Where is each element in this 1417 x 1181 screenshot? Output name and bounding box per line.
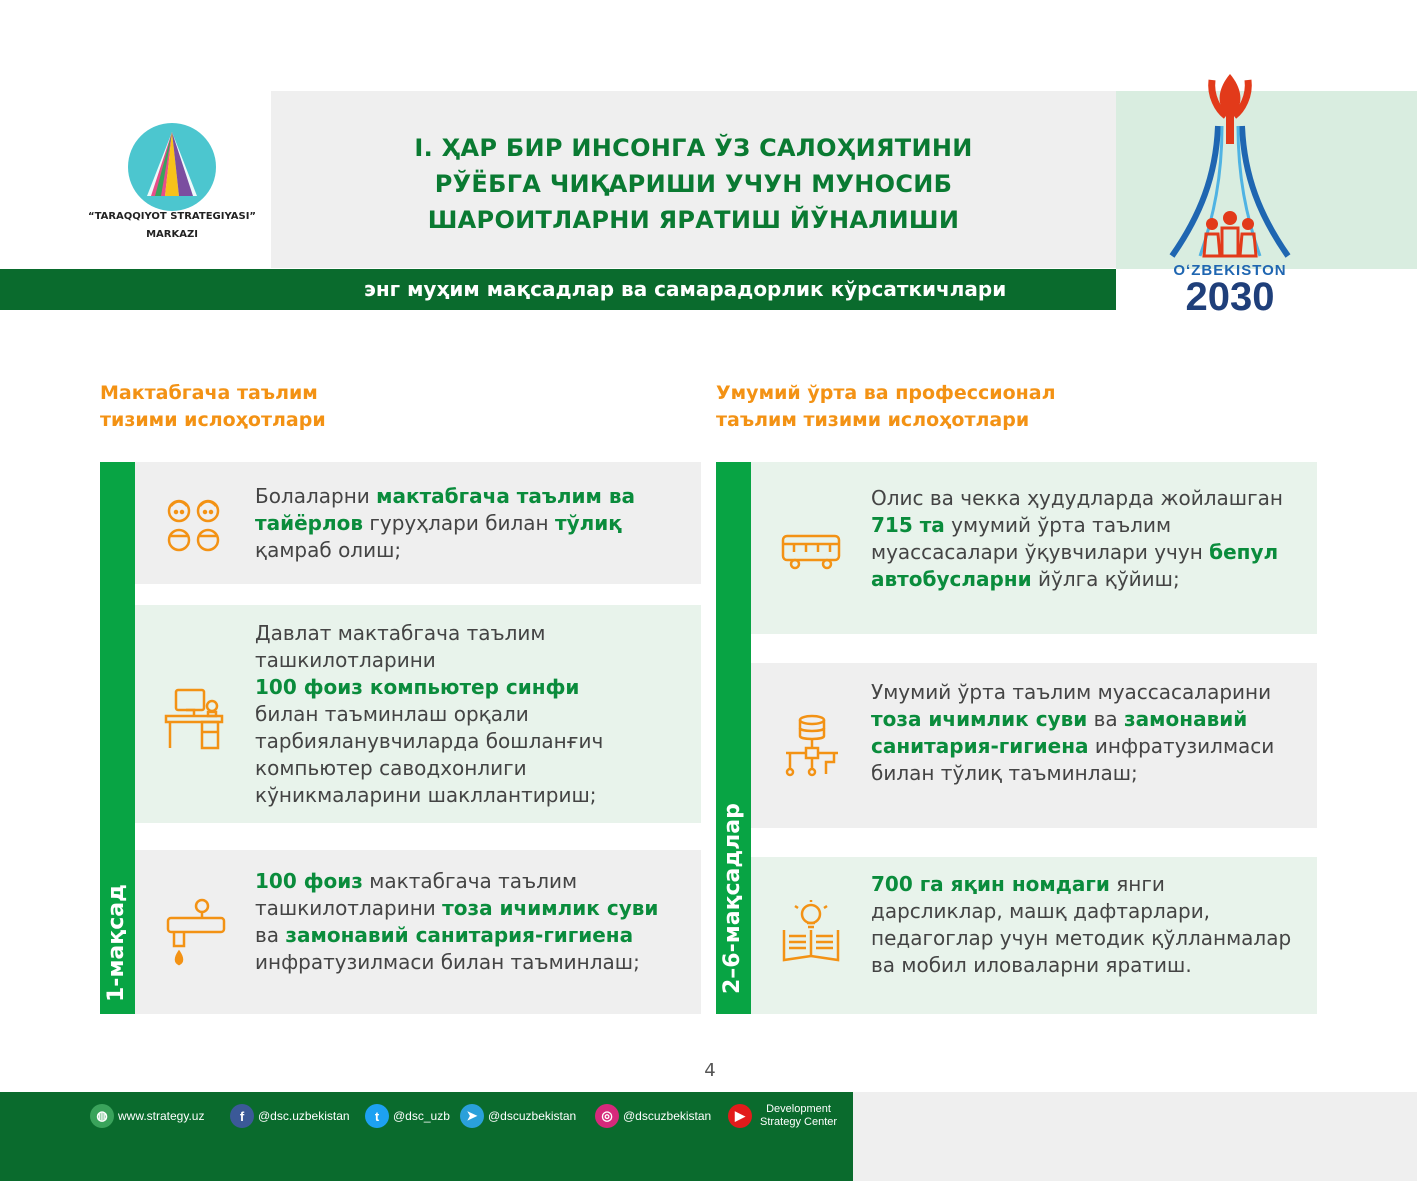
youtube-icon: ▶ [728, 1104, 752, 1128]
text-segment: умумий ўрта таълим муассасалари ўқувчилари учун [871, 513, 1210, 564]
page-title [271, 130, 1116, 238]
page-number: 4 [704, 1060, 716, 1081]
text-segment: мактабгача таълим ташкилотларини [255, 869, 578, 920]
highlight-text: 700 га яқин номдаги [871, 872, 1110, 896]
twitter-icon: t [365, 1104, 389, 1128]
globe-icon: ◍ [90, 1104, 114, 1128]
text-segment: Умумий ўрта таълим муассасаларини [871, 680, 1272, 704]
bus-icon [780, 532, 842, 572]
strategy-center-caption [60, 208, 284, 244]
text-segment: инфратузилмаси билан таъминлаш; [255, 950, 640, 974]
right-section-heading [716, 380, 1276, 434]
highlight-text: бепул автобусларни [871, 540, 1279, 591]
website-link[interactable]: www.strategy.uz [118, 1109, 205, 1123]
text-segment: гуруҳлари билан [363, 511, 555, 535]
title-line-1: I. ҲАР БИР ИНСОНГА ЎЗ САЛОҲИЯТИНИ [414, 134, 973, 162]
highlight-text: тўлиқ [555, 511, 622, 535]
highlight-text: замонавий санитария-гигиена [871, 707, 1248, 758]
right-card-3-text [871, 871, 1301, 979]
text-segment: ва [1087, 707, 1125, 731]
text-segment: Давлат мактабгача таълим ташкилотларини [255, 621, 546, 672]
title-line-2: РЎЁБГА ЧИҚАРИШИ УЧУН МУНОСИБ [434, 170, 953, 198]
youtube-label[interactable] [760, 1103, 837, 1129]
goal-tab-right [716, 462, 751, 1014]
book-idea-icon [780, 900, 842, 964]
text-segment: ва [255, 923, 286, 947]
year-2030: 2030 [1185, 275, 1275, 319]
text-segment: янги дарсликлар, машқ дафтарлари, педагоглар учун методик қўлланмалар ва мобил иловаларни яратиш. [871, 872, 1292, 977]
water-tap-icon [162, 896, 226, 968]
text-segment: Олис ва чекка ҳудудларда жойлашган [871, 486, 1283, 510]
highlight-text: 715 та [871, 513, 945, 537]
facebook-icon: f [230, 1104, 254, 1128]
computer-desk-icon [162, 686, 226, 750]
footer-instagram[interactable] [595, 1104, 711, 1128]
uzbekistan-word: OʻZBEKISTON [1173, 262, 1287, 279]
strategy-center-logo [125, 120, 219, 214]
right-card-2-text [871, 679, 1301, 787]
logo-caption-line-1: “TARAQQIYOT STRATEGIYASI” [88, 211, 256, 222]
text-segment: Болаларни [255, 484, 377, 508]
twitter-link[interactable]: @dsc_uzb [393, 1109, 450, 1123]
footer-grey-block [853, 1092, 1417, 1181]
highlight-text: замонавий санитария-гигиена [285, 923, 634, 947]
highlight-text: 100 фоиз [255, 869, 363, 893]
highlight-text: тоза ичимлик суви [871, 707, 1088, 731]
left-heading-line-2: тизими ислоҳотлари [100, 409, 326, 431]
facebook-link[interactable]: @dsc.uzbekistan [258, 1109, 350, 1123]
text-segment: йўлга қўйиш; [1031, 567, 1180, 591]
footer-telegram[interactable] [460, 1104, 576, 1128]
water-network-icon [782, 714, 842, 780]
youtube-line-1: Development [766, 1103, 831, 1115]
highlight-text: мактабгача таълим ва тайёрлов [255, 484, 636, 535]
highlight-text: тоза ичимлик суви [442, 896, 659, 920]
title-line-3: ШАРОИТЛАРНИ ЯРАТИШ ЙЎНАЛИШИ [427, 206, 960, 234]
left-heading-line-1: Мактабгача таълим [100, 382, 318, 404]
right-card-1-text [871, 485, 1301, 593]
left-card-1-text [255, 483, 685, 564]
highlight-text: 100 фоиз компьютер синфи [255, 675, 580, 699]
footer-website[interactable] [90, 1104, 204, 1128]
text-segment: қамраб олиш; [255, 538, 402, 562]
right-heading-line-1: Умумий ўрта ва профессионал [716, 382, 1056, 404]
left-section-heading [100, 380, 620, 434]
page-subtitle: энг муҳим мақсадлар ва самарадорлик кўрсаткичлари [364, 277, 1007, 301]
text-segment: билан таъминлаш орқали тарбияланувчиларда бошланғич компьютер саводхонлиги кўникмаларини шакллантириш; [255, 702, 604, 807]
text-segment: инфратузилмаси билан тўлиқ таъминлаш; [871, 734, 1275, 785]
goal-tab-left-label: 1-мақсад [104, 884, 129, 1002]
goal-tab-left [100, 462, 135, 1014]
instagram-link[interactable]: @dscuzbekistan [623, 1109, 712, 1123]
telegram-icon: ➤ [460, 1104, 484, 1128]
left-card-2-text [255, 620, 685, 809]
footer-twitter[interactable] [365, 1104, 450, 1128]
footer-youtube[interactable] [728, 1101, 837, 1131]
youtube-line-2: Strategy Center [760, 1116, 838, 1128]
children-icon [162, 494, 226, 558]
uzbekistan-2030-logo [1160, 66, 1300, 319]
right-heading-line-2: таълим тизими ислоҳотлари [716, 409, 1030, 431]
footer-facebook[interactable] [230, 1104, 350, 1128]
logo-caption-line-2: MARKAZI [146, 229, 198, 240]
telegram-link[interactable]: @dscuzbekistan [488, 1109, 577, 1123]
left-card-3-text [255, 868, 685, 976]
instagram-icon: ◎ [595, 1104, 619, 1128]
goal-tab-right-label: 2–6-мақсадлар [720, 803, 745, 994]
